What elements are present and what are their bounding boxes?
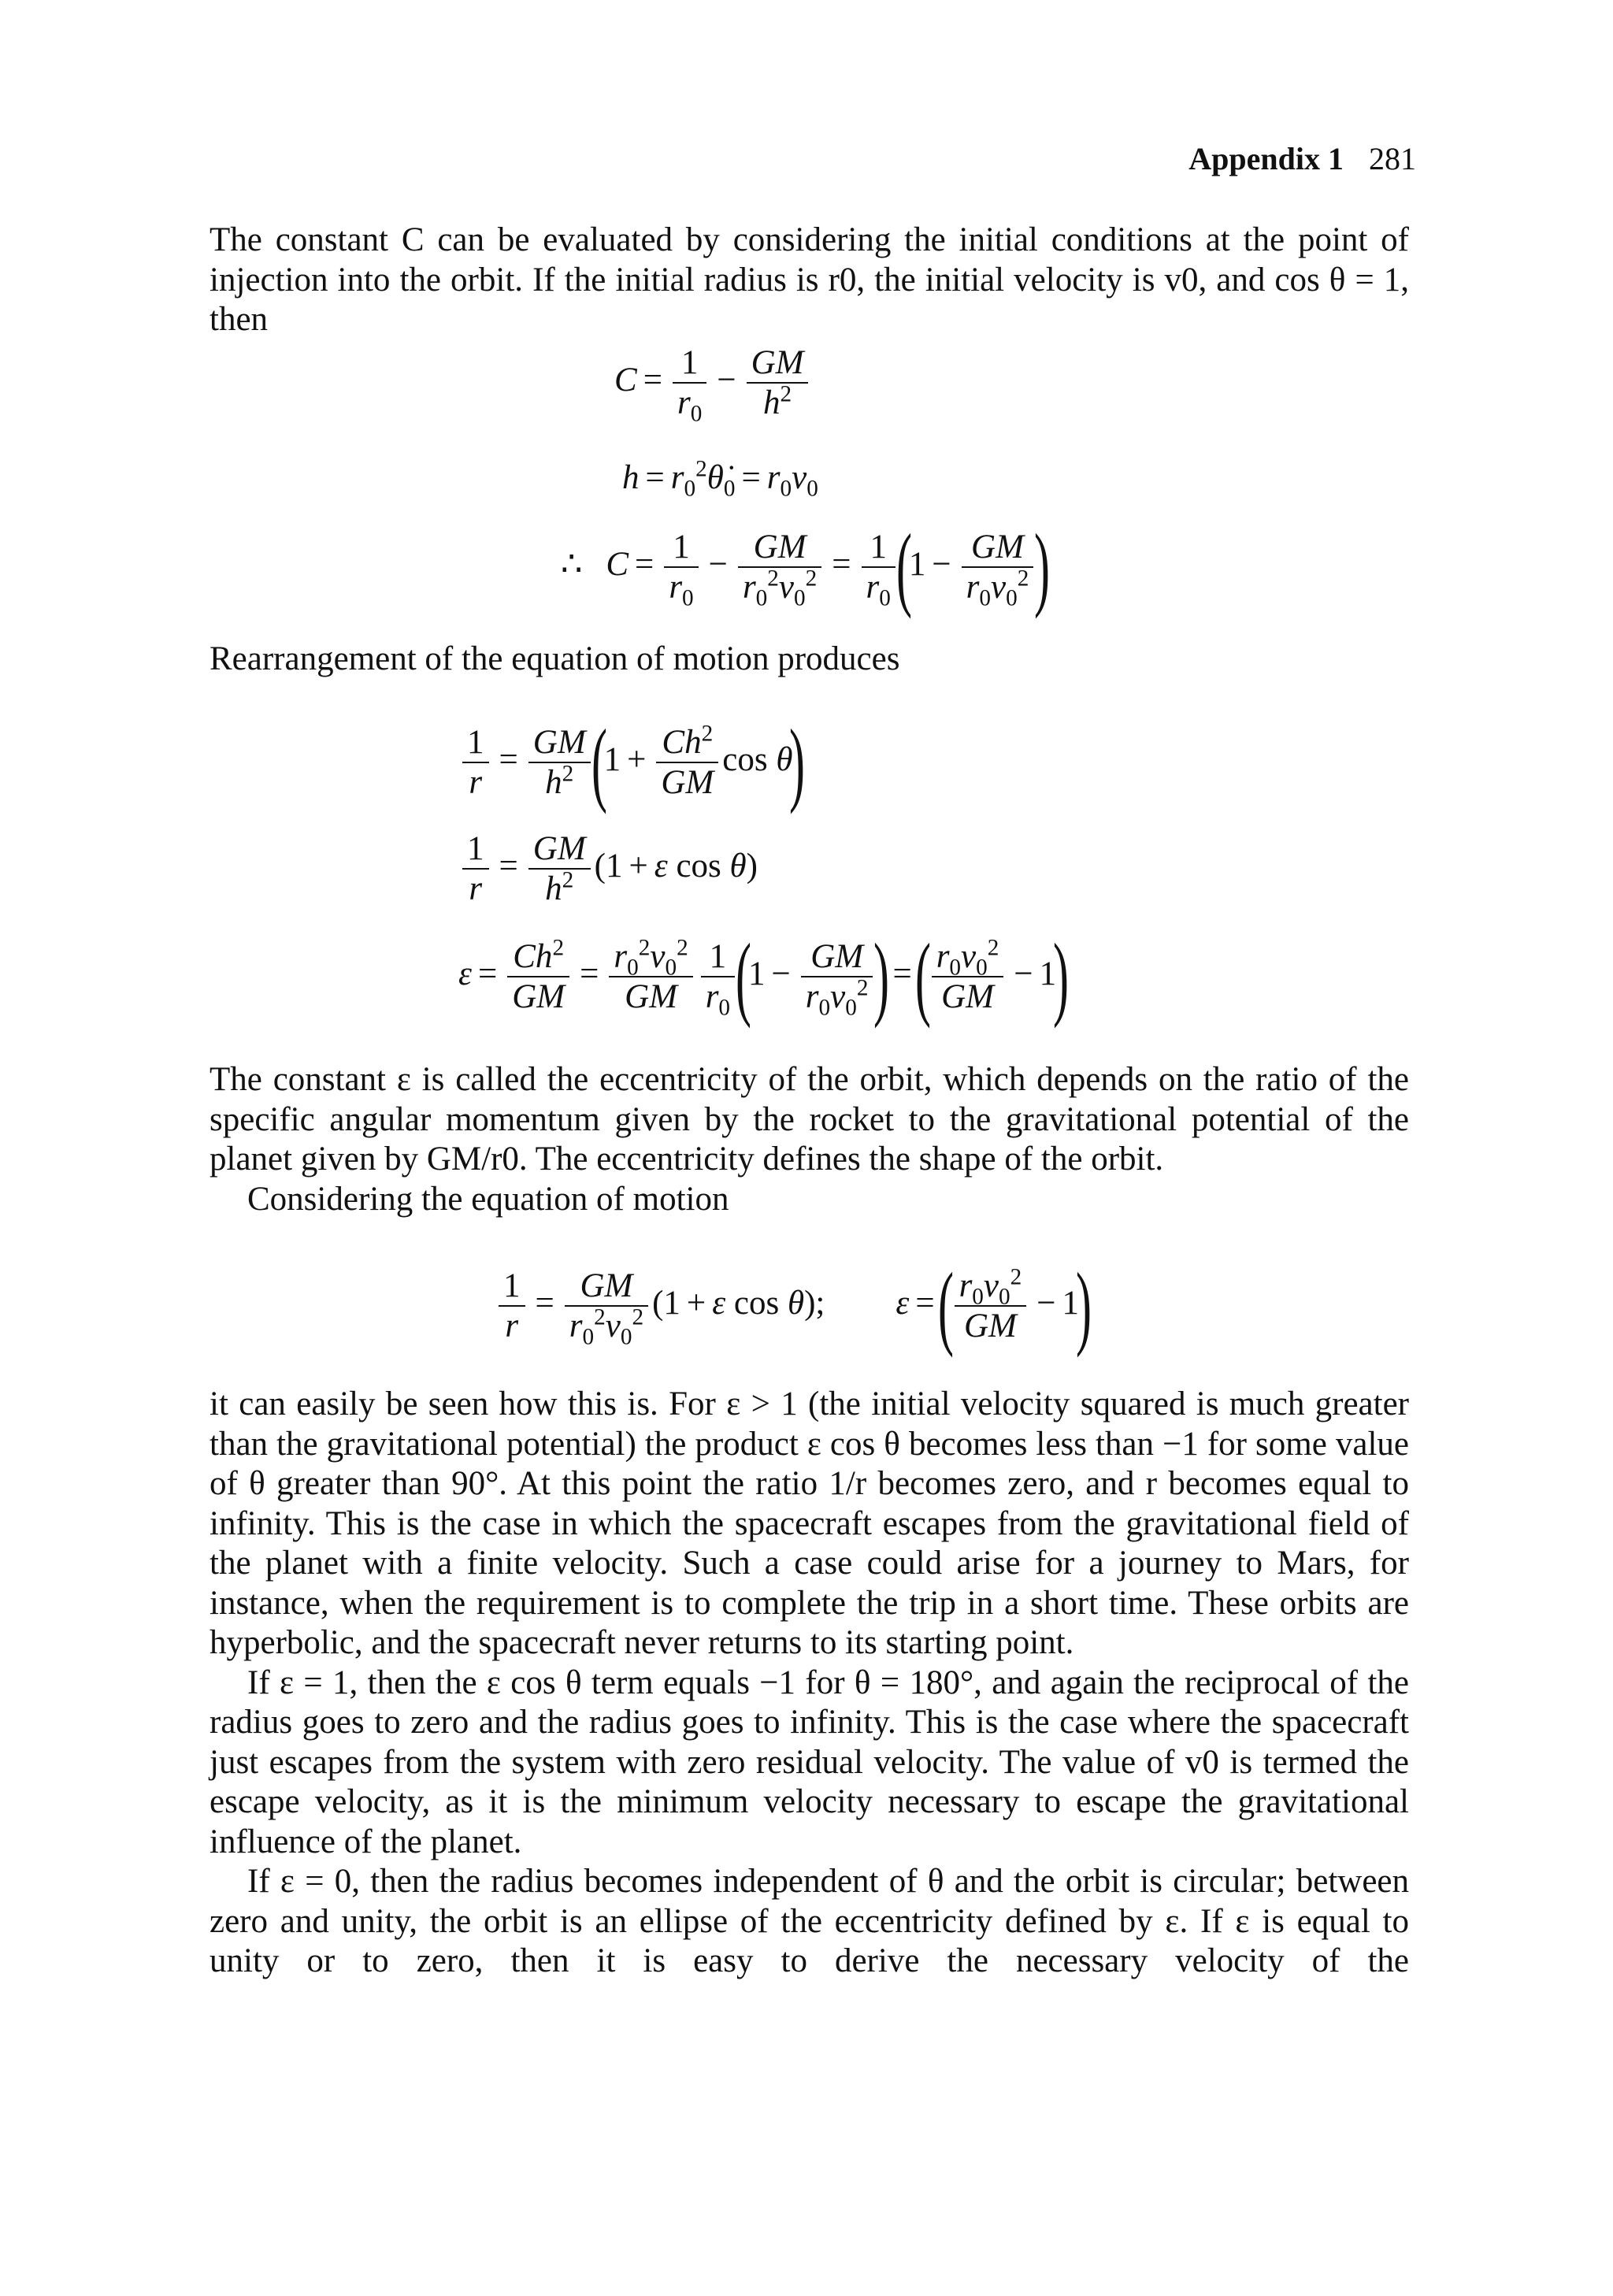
equation-motion-2: $\frac{1}{r}$ = $\frac{GM}{h^2}$ (1 + ε cos θ) [458, 831, 758, 907]
equation-eccentricity: ε = $\frac{Ch^2}{GM}$ = $\frac{r_0^2v_0^2}{GM}$ $\frac{1}{r_0}$ (1 − $\frac{GM}{r_0v_0^2}$ )=( $\frac{r_0v_0^2}{GM}$ − 1) [458, 924, 1070, 1029]
paragraph-5-text: it can easily be seen how this is. For ε > 1 (the initial velocity squared is much greater than the gravitational potential) the product ε cos θ becomes less than −1 for some value of θ greater than 90°. At this point the ratio 1/r becomes zero, and r becomes equal to infinity. This is the case in which the spacecraft escapes from the gravitational field of the planet with a finite velocity. Such a case could arise for a journey to Mars, for instance, when the requirement is to complete the trip in a short time. These orbits are hyperbolic, and the spacecraft never returns to its starting point. [210, 1385, 1409, 1661]
paragraph-2: Rearrangement of the equation of motion produces [210, 640, 900, 677]
paragraph-3 [210, 1060, 1409, 1219]
equation-h: $h = r_0^2\thetȧ_0 = r_0v_0$ [622, 456, 818, 502]
running-header [1188, 140, 1416, 178]
paragraph-6-text: If ε = 1, then the ε cos θ term equals −1 for θ = 180°, and again the reciprocal of the radius goes to zero and the radius goes to infinity. This is the case where the spacecraft just escapes from the system with zero residual velocity. The value of v0 is termed the escape velocity, as it is the minimum velocity necessary to escape the gravitational influence of the planet. [210, 1664, 1409, 1860]
paragraph-7-text: If ε = 0, then the radius becomes independent of θ and the orbit is circular; between zero and unity, the orbit is an ellipse of the eccentricity defined by ε. If ε is equal to unity or to zero, then it is easy to derive the necessary velocity of the [210, 1863, 1409, 1979]
paragraph-4-text: Considering the equation of motion [247, 1180, 729, 1218]
equation-c: C = $\frac{1}{r_0}$ − $\frac{GM}{h^2}$ [614, 345, 812, 421]
paragraph-3-text: The constant ε is called the eccentricity of the orbit, which depends on the ratio of the specific angular momentum given by the rocket to the gravitational potential of the planet given by GM/r0. The eccentricity defines the shape of the orbit. [210, 1061, 1409, 1178]
equation-motion-1: $\frac{1}{r}$ = $\frac{GM}{h^2}$ (1 + $\frac{Ch^2}{GM}$ cos θ) [458, 715, 802, 810]
equation-motion-combined: $\frac{1}{r}$ = $\frac{GM}{r_0^2v_0^2}$ (1 + ε cos θ); ε =( $\frac{r_0v_0^2}{GM}$ − 1) [495, 1259, 1088, 1353]
section-title: Appendix 1 [1188, 141, 1344, 176]
paragraph-5 [210, 1385, 1409, 1982]
paragraph-1: The constant C can be evaluated by considering the initial conditions at the point of injection into the orbit. If the initial radius is r0, the initial velocity is v0, and cos θ = 1, then [210, 221, 1409, 338]
page-number: 281 [1369, 141, 1416, 176]
equation-c-result: ∴ C = $\frac{1}{r_0}$ − $\frac{GM}{r_0^2v_0^2}$ = $\frac{1}{r_0}$ (1 − $\frac{GM}{r_0v_0^2}$ ) [561, 514, 1051, 619]
